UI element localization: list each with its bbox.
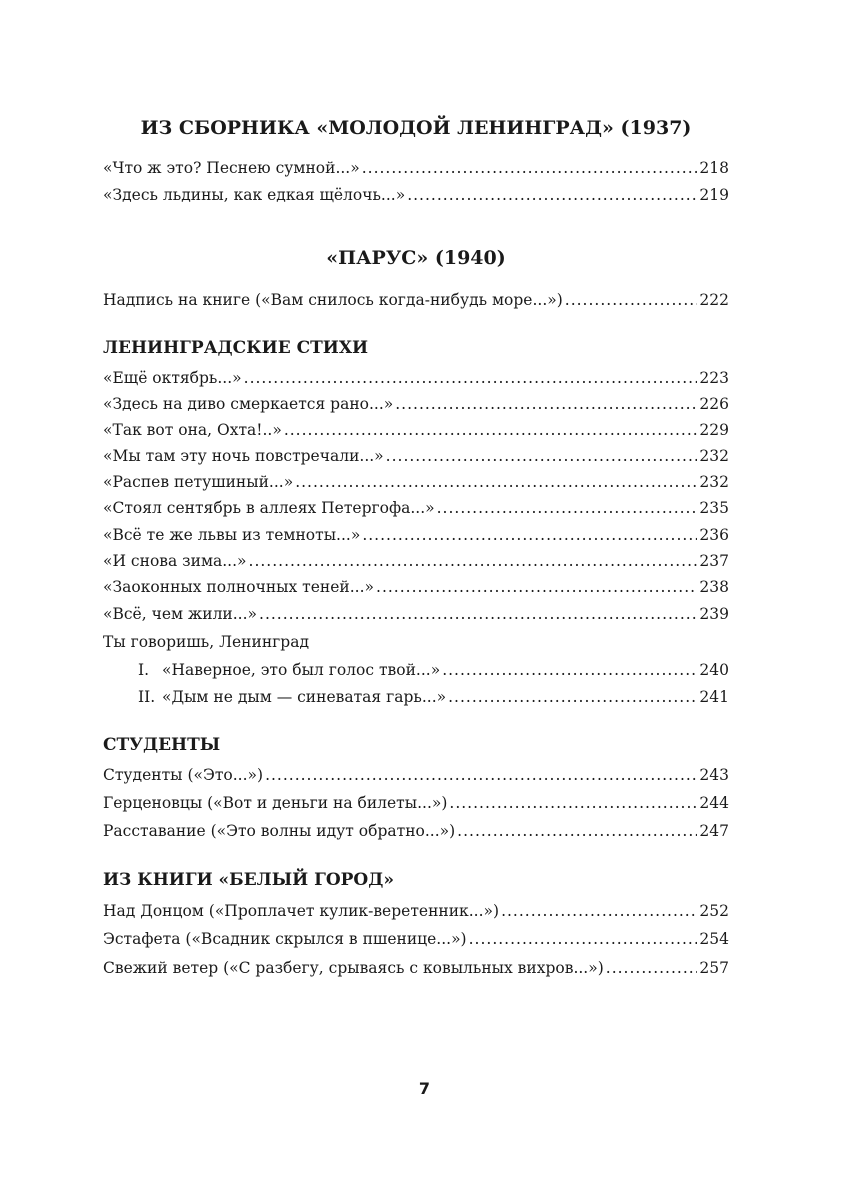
entry-title: «Ещё октябрь...» [103, 369, 242, 387]
toc-entry [103, 497, 729, 519]
toc-entry [103, 576, 729, 598]
dot-leader [362, 524, 697, 546]
dot-leader [565, 289, 698, 311]
dot-leader [376, 576, 697, 598]
entry-title: Расставание («Это волны идут обратно...») [103, 822, 456, 840]
section-heading: СТУДЕНТЫ [103, 735, 221, 755]
entry-page: 237 [699, 552, 729, 570]
toc-entry [103, 471, 729, 493]
entry-page: 257 [699, 959, 729, 977]
toc-entry [103, 957, 729, 979]
page-number: 7 [418, 1079, 431, 1098]
entry-page: 247 [699, 822, 729, 840]
entry-title: «Стоял сентябрь в аллеях Петергофа...» [103, 499, 435, 517]
dot-leader [437, 497, 698, 519]
entry-page: 252 [699, 902, 729, 920]
dot-leader [449, 792, 697, 814]
dot-leader [386, 445, 698, 467]
entry-title: Свежий ветер («С разбегу, срываясь с ковыльных вихров...») [103, 959, 604, 977]
entry-title: «Наверное, это был голос твой...» [162, 661, 441, 679]
entry-title: «Всё, чем жили...» [103, 605, 258, 623]
entry-page: 241 [699, 688, 729, 706]
toc-entry [103, 524, 729, 546]
entry-page: 229 [699, 421, 729, 439]
entry-page: 223 [699, 369, 729, 387]
entry-page: 235 [699, 499, 729, 517]
entry-page: 243 [699, 766, 729, 784]
entry-title: «Распев петушиный...» [103, 473, 294, 491]
toc-entry [103, 289, 729, 311]
toc-entry [138, 686, 729, 708]
entry-title: Надпись на книге («Вам снилось когда-нибудь море...») [103, 291, 563, 309]
toc-entry [103, 550, 729, 572]
entry-page: 226 [699, 395, 729, 413]
dot-leader [469, 928, 698, 950]
entry-page: 254 [699, 930, 729, 948]
dot-leader [407, 184, 697, 206]
entry-page: 244 [699, 794, 729, 812]
dot-leader [265, 764, 697, 786]
entry-page: 238 [699, 578, 729, 596]
entry-page: 219 [699, 186, 729, 204]
dot-leader [606, 957, 698, 979]
entry-title: «Дым не дым — синеватая гарь...» [162, 688, 447, 706]
section-heading: ИЗ КНИГИ «БЕЛЫЙ ГОРОД» [103, 870, 394, 890]
toc-entry [103, 928, 729, 950]
cycle-title: Ты говоришь, Ленинград [103, 633, 309, 651]
dot-leader [295, 471, 697, 493]
entry-title: Герценовцы («Вот и деньги на билеты...») [103, 794, 448, 812]
entry-numeral: II. [138, 688, 156, 706]
entry-page: 239 [699, 605, 729, 623]
toc-entry [103, 419, 729, 441]
section-heading: ЛЕНИНГРАДСКИЕ СТИХИ [103, 338, 369, 358]
entry-title: «Так вот она, Охта!..» [103, 421, 282, 439]
dot-leader [501, 900, 697, 922]
dot-leader [442, 659, 697, 681]
entry-title: «И снова зима...» [103, 552, 247, 570]
entry-page: 232 [699, 473, 729, 491]
entry-title: «Здесь на диво смеркается рано...» [103, 395, 394, 413]
entry-title: «Мы там эту ночь повстречали...» [103, 447, 384, 465]
entry-title: «Всё те же львы из темноты...» [103, 526, 361, 544]
toc-entry [138, 659, 729, 681]
toc-entry [103, 393, 729, 415]
section-heading: ИЗ СБОРНИКА «МОЛОДОЙ ЛЕНИНГРАД» (1937) [140, 117, 692, 139]
entry-title: «Что ж это? Песнею сумной...» [103, 159, 360, 177]
dot-leader [448, 686, 697, 708]
toc-entry [103, 157, 729, 179]
dot-leader [284, 419, 698, 441]
entry-title: «Здесь льдины, как едкая щёлочь...» [103, 186, 406, 204]
dot-leader [249, 550, 698, 572]
toc-entry [103, 900, 729, 922]
toc-entry [103, 820, 729, 842]
entry-page: 232 [699, 447, 729, 465]
entry-numeral: I. [138, 661, 150, 679]
dot-leader [244, 367, 698, 389]
toc-entry [103, 184, 729, 206]
entry-page: 236 [699, 526, 729, 544]
toc-entry [103, 792, 729, 814]
section-heading: «ПАРУС» (1940) [326, 247, 506, 269]
entry-title: Над Донцом («Проплачет кулик-веретенник...») [103, 902, 500, 920]
entry-page: 222 [699, 291, 729, 309]
entry-title: Эстафета («Всадник скрылся в пшенице...») [103, 930, 467, 948]
toc-entry [103, 445, 729, 467]
dot-leader [457, 820, 697, 842]
entry-page: 240 [699, 661, 729, 679]
entry-page: 218 [699, 159, 729, 177]
dot-leader [362, 157, 698, 179]
dot-leader [395, 393, 697, 415]
toc-entry [103, 603, 729, 625]
entry-title: «Заоконных полночных теней...» [103, 578, 375, 596]
toc-entry [103, 367, 729, 389]
toc-entry [103, 764, 729, 786]
entry-title: Студенты («Это...») [103, 766, 264, 784]
dot-leader [259, 603, 697, 625]
